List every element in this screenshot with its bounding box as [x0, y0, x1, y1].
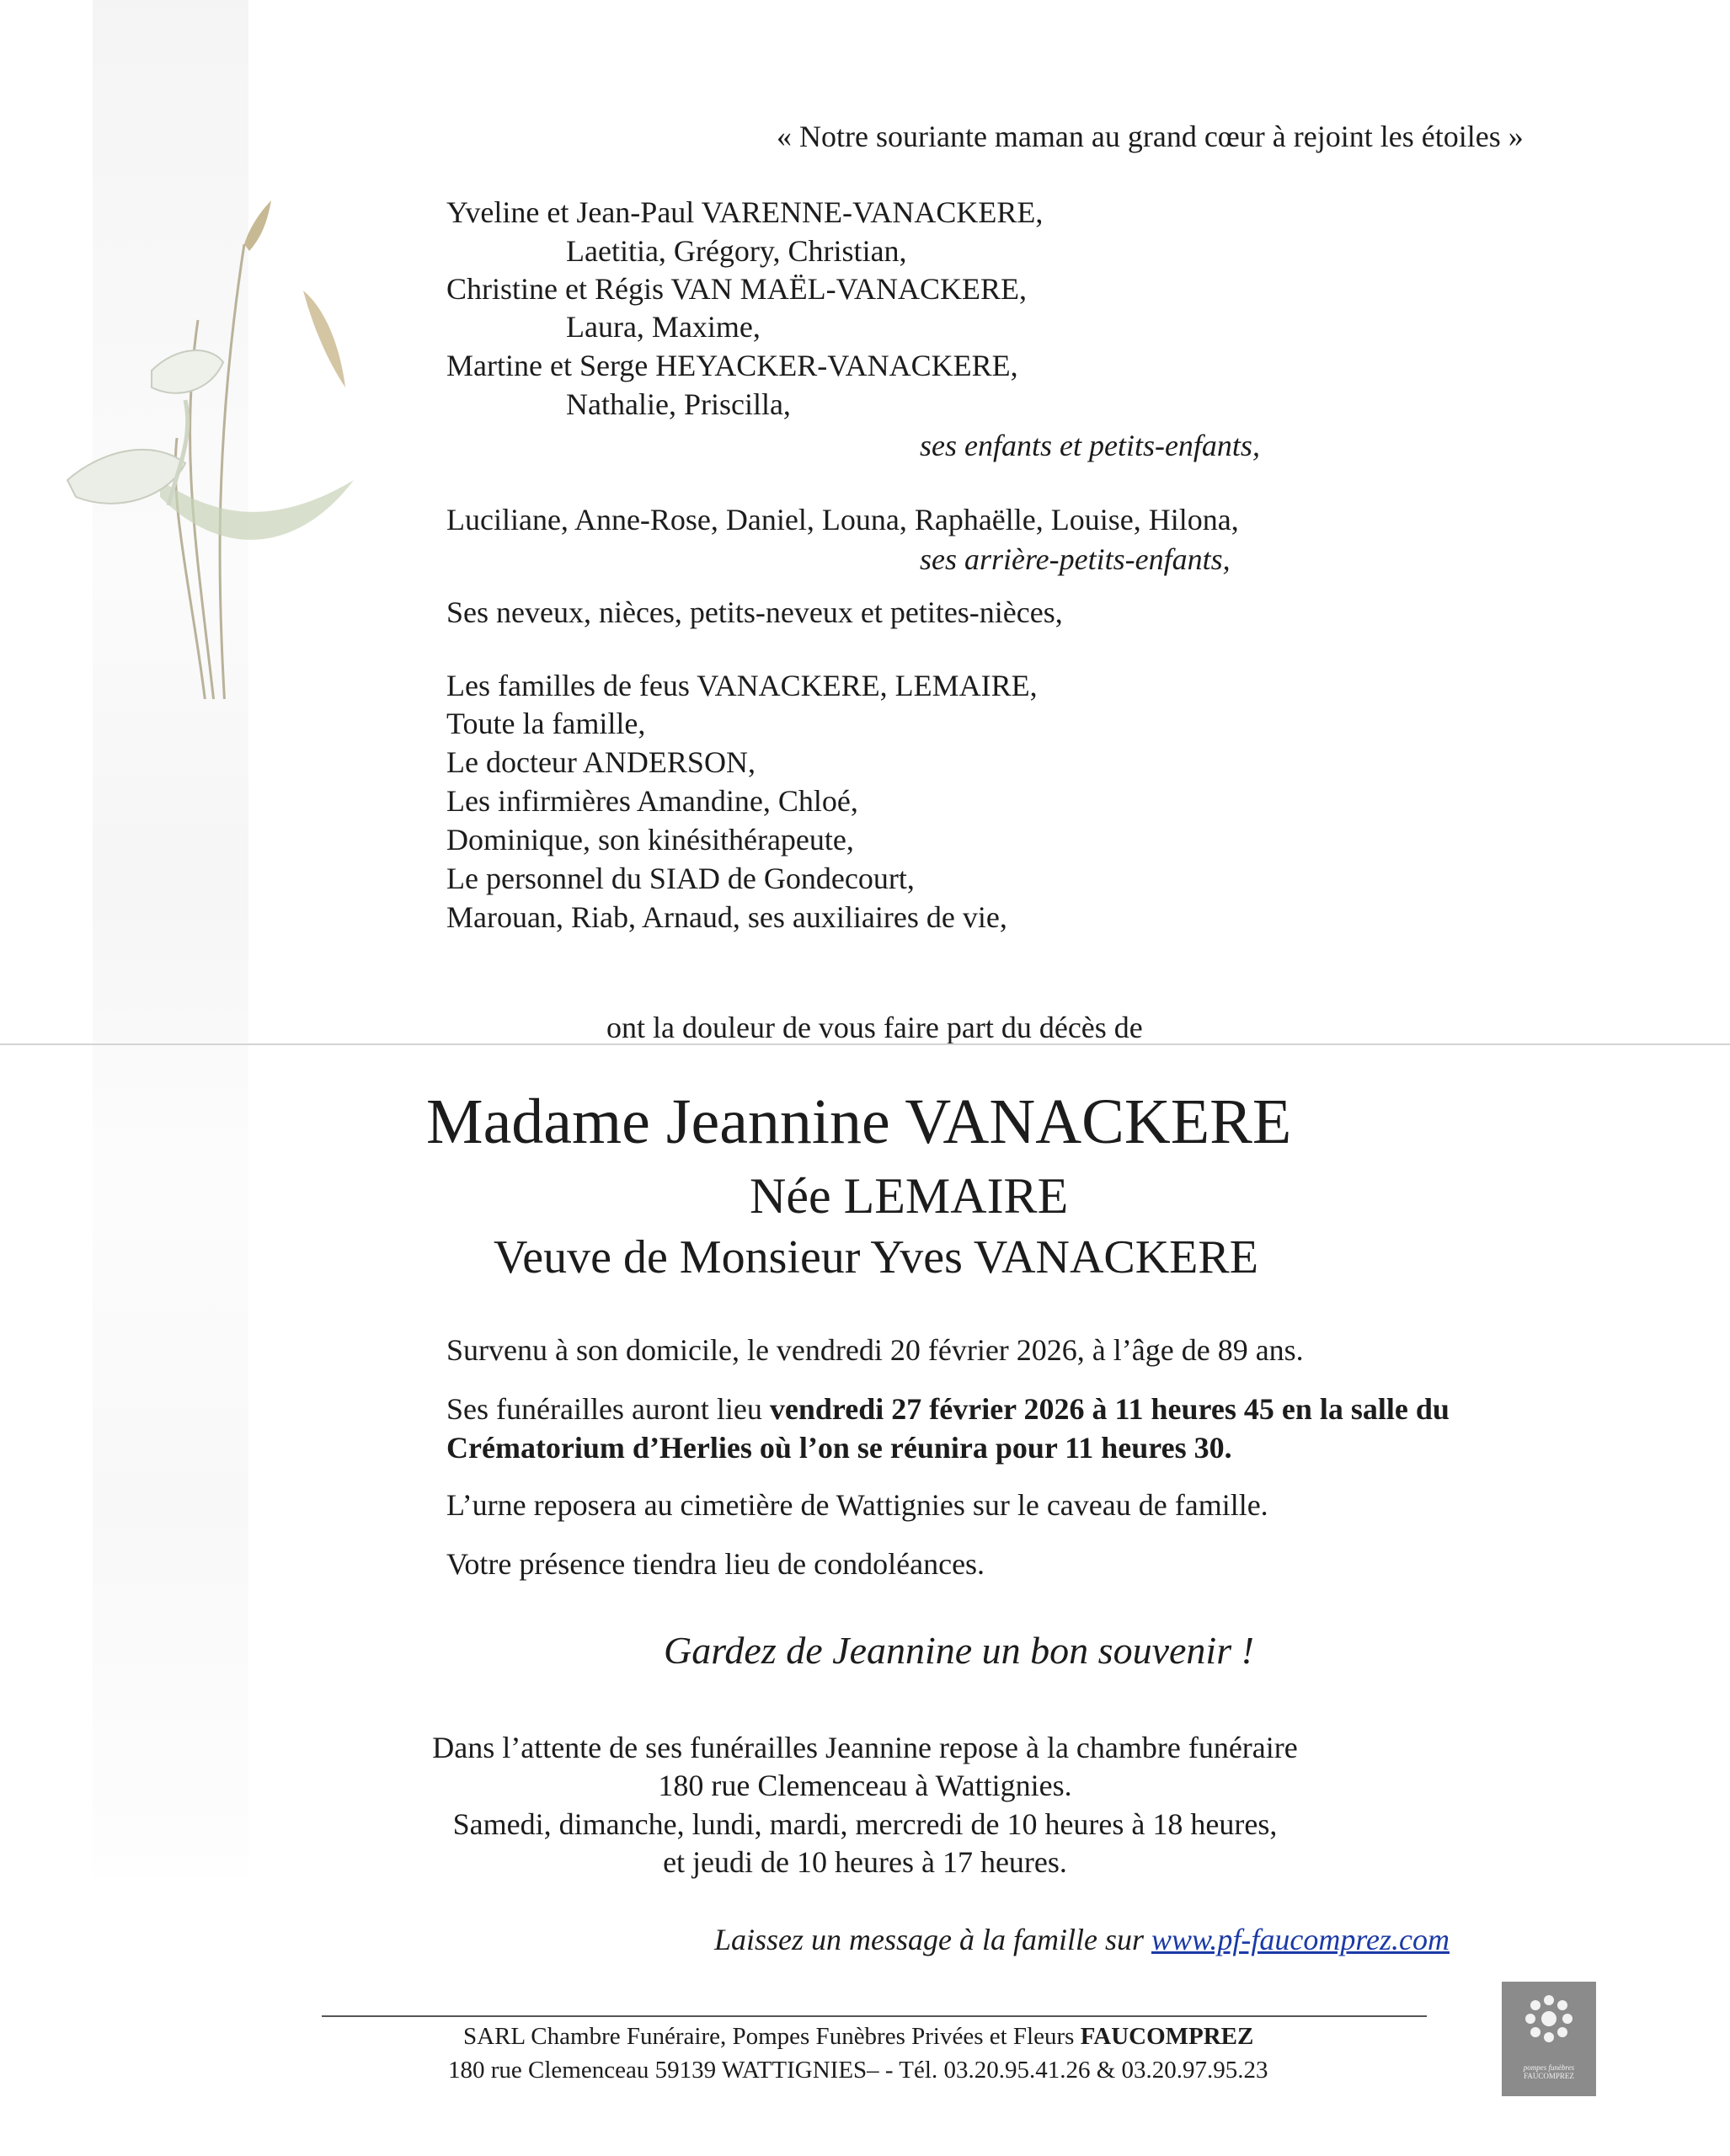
- website-link[interactable]: www.pf-faucomprez.com: [1151, 1923, 1450, 1956]
- family-line: Dominique, son kinésithérapeute,: [446, 823, 854, 857]
- funeral-prefix: Ses funérailles auront lieu: [446, 1392, 770, 1426]
- footer-company: [463, 2022, 1253, 2052]
- message-text: Laissez un message à la famille sur: [714, 1923, 1152, 1956]
- condolences-note: Votre présence tiendra lieu de condoléances.: [446, 1547, 985, 1581]
- family-line: Luciliane, Anne-Rose, Daniel, Louna, Raphaëlle, Louise, Hilona,: [446, 503, 1239, 536]
- footer-rule: [322, 2015, 1427, 2017]
- deceased-name: Madame Jeannine VANACKERE: [426, 1086, 1292, 1157]
- family-line: Les familles de feus VANACKERE, LEMAIRE,: [446, 669, 1038, 702]
- flower-logo-icon: [1502, 1982, 1596, 2059]
- visitation-address: 180 rue Clemenceau à Wattignies.: [658, 1769, 1072, 1802]
- logo-line: FAUCOMPREZ: [1524, 2071, 1574, 2080]
- family-line: Marouan, Riab, Arnaud, ses auxiliaires de vie,: [446, 900, 1007, 934]
- funeral-details: [446, 1391, 1450, 1428]
- fold-line: [0, 1043, 1730, 1045]
- quote: « Notre souriante maman au grand cœur à rejoint les étoiles »: [777, 120, 1524, 153]
- maiden-name: Née LEMAIRE: [750, 1168, 1069, 1224]
- visitation-hours: et jeudi de 10 heures à 17 heures.: [663, 1845, 1067, 1879]
- urn-details: L’urne reposera au cimetière de Wattignies sur le caveau de famille.: [446, 1488, 1268, 1522]
- family-line: Nathalie, Priscilla,: [566, 387, 791, 421]
- family-role: ses arrière-petits-enfants,: [920, 542, 1231, 576]
- footer-address: 180 rue Clemenceau 59139 WATTIGNIES– - Tél. 03.20.95.41.26 & 03.20.97.95.23: [448, 2057, 1268, 2084]
- family-line: Toute la famille,: [446, 707, 646, 740]
- announcement: ont la douleur de vous faire part du décès de: [606, 1011, 1143, 1044]
- souvenir-line: Gardez de Jeannine un bon souvenir !: [664, 1629, 1254, 1672]
- logo-line: pompes funèbres: [1523, 2063, 1575, 2072]
- family-line: Christine et Régis VAN MAËL-VANACKERE,: [446, 272, 1028, 306]
- family-line: Les infirmières Amandine, Chloé,: [446, 784, 858, 818]
- footer-company-text: SARL Chambre Funéraire, Pompes Funèbres Privées et Fleurs: [463, 2023, 1081, 2050]
- company-logo: [1502, 1982, 1596, 2096]
- visitation-hours: Samedi, dimanche, lundi, mardi, mercredi de 10 heures à 18 heures,: [452, 1807, 1278, 1841]
- funeral-date-time: vendredi 27 février 2026 à 11 heures 45 en la salle du: [769, 1392, 1450, 1426]
- family-line: Yveline et Jean-Paul VARENNE-VANACKERE,: [446, 195, 1044, 229]
- visitation-line: Dans l’attente de ses funérailles Jeannine repose à la chambre funéraire: [432, 1731, 1298, 1764]
- family-line: Le docteur ANDERSON,: [446, 745, 756, 779]
- footer-brand: FAUCOMPREZ: [1080, 2023, 1254, 2050]
- message-line: [714, 1922, 1450, 1958]
- logo-caption: [1502, 2064, 1596, 2081]
- family-line: Laura, Maxime,: [566, 310, 761, 344]
- death-details: Survenu à son domicile, le vendredi 20 février 2026, à l’âge de 89 ans.: [446, 1333, 1304, 1367]
- family-line: Laetitia, Grégory, Christian,: [566, 234, 907, 268]
- family-role: ses enfants et petits-enfants,: [920, 429, 1260, 462]
- funeral-location: Crématorium d’Herlies où l’on se réunira pour 11 heures 30.: [446, 1431, 1232, 1465]
- widow-of: Veuve de Monsieur Yves VANACKERE: [494, 1231, 1258, 1283]
- family-line: Martine et Serge HEYACKER-VANACKERE,: [446, 349, 1018, 382]
- family-line: Ses neveux, nièces, petits-neveux et petites-nièces,: [446, 595, 1063, 629]
- calla-lily-illustration: [51, 109, 354, 699]
- family-line: Le personnel du SIAD de Gondecourt,: [446, 862, 915, 895]
